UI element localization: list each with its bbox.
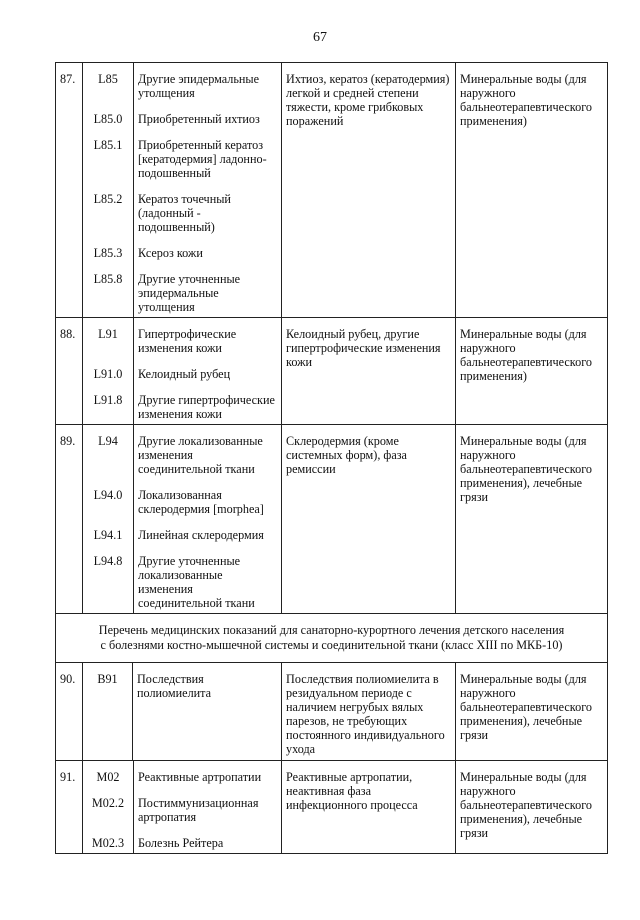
row-number: 88. <box>56 318 83 425</box>
page-number: 67 <box>313 30 327 45</box>
diagnosis-list <box>83 761 282 854</box>
table-row <box>56 63 608 318</box>
diagnosis-item <box>83 237 281 263</box>
icd-code: M02.3 <box>91 836 125 850</box>
icd-code: L94.1 <box>93 528 123 542</box>
diagnosis-name: Другие эпидермальные утолщения <box>133 63 281 103</box>
indication-cell: Келоидный рубец, другие гипертрофические изменения кожи <box>282 318 456 425</box>
diagnosis-name: Приобретенный кератоз [кератодермия] ладонно-подошвенный <box>133 129 281 183</box>
diagnosis-name: Последствия полиомиелита <box>133 663 282 761</box>
diagnosis-item <box>83 545 281 613</box>
icd-code: L85 <box>98 72 118 86</box>
diagnosis-item <box>83 827 281 853</box>
diagnosis-item <box>83 129 281 183</box>
treatment-cell: Минеральные воды (для наружного бальнеотерапевтического применения), лечебные грязи <box>456 663 608 761</box>
indication-cell: Ихтиоз, кератоз (кератодермия) легкой и средней степени тяжести, кроме грибковых поражений <box>282 63 456 318</box>
diagnosis-item <box>83 519 281 545</box>
table-row <box>56 318 608 425</box>
treatment-cell: Минеральные воды (для наружного бальнеотерапевтического применения), лечебные грязи <box>456 425 608 614</box>
diagnosis-name: Другие локализованные изменения соединительной ткани <box>133 425 281 479</box>
row-number: 90. <box>56 663 83 761</box>
icd-code: L91 <box>98 327 118 341</box>
table-row <box>56 425 608 614</box>
diagnosis-item <box>83 358 281 384</box>
diagnosis-name: Болезнь Рейтера <box>133 827 281 853</box>
table-row <box>56 663 608 761</box>
diagnosis-item <box>83 63 281 103</box>
section-heading-line: Перечень медицинских показаний для санаторно-курортного лечения детского населения <box>98 623 565 637</box>
diagnosis-name: Кератоз точечный (ладонный - подошвенный) <box>133 183 281 237</box>
row-number: 91. <box>56 761 83 854</box>
diagnosis-item <box>83 761 281 787</box>
icd-code: L91.8 <box>93 393 123 407</box>
diagnosis-list <box>83 318 282 425</box>
diagnosis-item <box>83 384 281 424</box>
row-number: 89. <box>56 425 83 614</box>
diagnosis-item <box>83 103 281 129</box>
icd-code: M02.2 <box>91 796 125 810</box>
diagnosis-list <box>83 425 282 614</box>
icd-code: L94 <box>98 434 118 448</box>
indication-cell: Реактивные артропатии, неактивная фаза инфекционного процесса <box>282 761 456 854</box>
diagnosis-item <box>83 479 281 519</box>
diagnosis-name: Реактивные артропатии <box>133 761 281 787</box>
indications-table <box>55 62 608 854</box>
row-number: 87. <box>56 63 83 318</box>
icd-code: L94.0 <box>93 488 123 502</box>
indication-cell: Склеродермия (кроме системных форм), фаза ремиссии <box>282 425 456 614</box>
diagnosis-name: Гипертрофические изменения кожи <box>133 318 281 358</box>
icd-code: B91 <box>83 663 133 761</box>
diagnosis-name: Локализованная склеродермия [morphea] <box>133 479 281 519</box>
diagnosis-name: Другие гипертрофические изменения кожи <box>133 384 281 424</box>
icd-code: L85.0 <box>93 112 123 126</box>
section-heading-row <box>56 614 608 663</box>
icd-code: L85.1 <box>93 138 123 152</box>
diagnosis-name: Постиммунизационная артропатия <box>133 787 281 827</box>
diagnosis-name: Линейная склеродермия <box>133 519 281 545</box>
icd-code: L91.0 <box>93 367 123 381</box>
section-heading-line: с болезнями костно-мышечной системы и соединительной ткани (класс XIII по МКБ-10) <box>100 638 563 652</box>
diagnosis-name: Другие уточненные эпидермальные утолщения <box>133 263 281 317</box>
diagnosis-item <box>83 318 281 358</box>
diagnosis-item <box>83 183 281 237</box>
icd-code: L94.8 <box>93 554 123 568</box>
treatment-cell: Минеральные воды (для наружного бальнеотерапевтического применения) <box>456 63 608 318</box>
diagnosis-name: Другие уточненные локализованные изменения соединительной ткани <box>133 545 281 613</box>
table-row <box>56 761 608 854</box>
diagnosis-item <box>83 425 281 479</box>
icd-code: L85.3 <box>93 246 123 260</box>
diagnosis-name: Приобретенный ихтиоз <box>133 103 281 129</box>
indication-cell: Последствия полиомиелита в резидуальном периоде с наличием негрубых вялых парезов, не требующих постоянного индивидуального ухода <box>282 663 456 761</box>
icd-code: M02 <box>96 770 120 784</box>
diagnosis-name: Келоидный рубец <box>133 358 281 384</box>
diagnosis-item <box>83 263 281 317</box>
section-heading <box>56 614 608 663</box>
treatment-cell: Минеральные воды (для наружного бальнеотерапевтического применения) <box>456 318 608 425</box>
diagnosis-name: Ксероз кожи <box>133 237 281 263</box>
treatment-cell: Минеральные воды (для наружного бальнеотерапевтического применения), лечебные грязи <box>456 761 608 854</box>
diagnosis-list <box>83 63 282 318</box>
icd-code: L85.8 <box>93 272 123 286</box>
diagnosis-item <box>83 787 281 827</box>
icd-code: L85.2 <box>93 192 123 206</box>
